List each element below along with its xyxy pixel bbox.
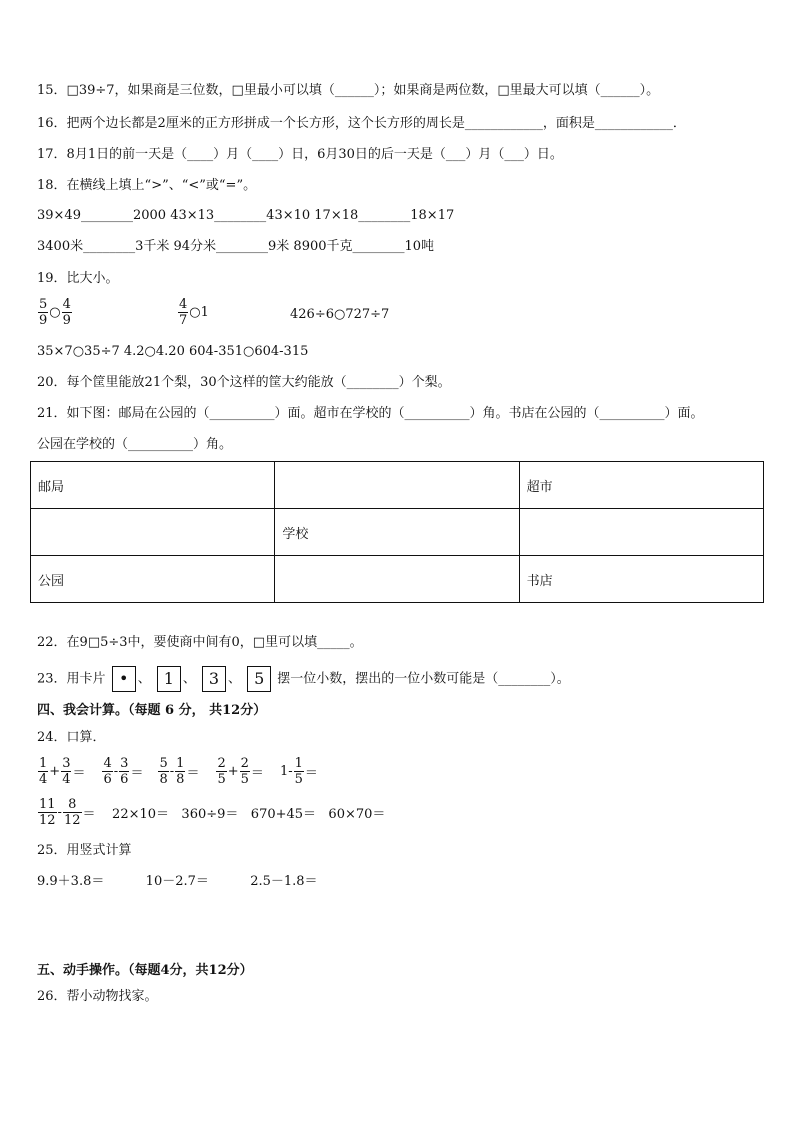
question-24: 24．口算． <box>37 730 106 745</box>
card-1: 1 <box>157 666 181 692</box>
section-5-heading: 五、动手操作。（每题4分，共12分） <box>37 963 253 978</box>
map-cell: 公园 <box>31 556 275 603</box>
map-cell: 书店 <box>519 556 763 603</box>
map-cell <box>275 556 519 603</box>
fraction: $\frac{1}{4}$ <box>39 756 48 787</box>
fraction: $\frac{2}{5}$ <box>240 756 249 787</box>
question-23 <box>37 666 570 693</box>
fraction: $\frac{3}{6}$ <box>120 756 129 787</box>
separator: 、 <box>137 671 151 687</box>
q24-row2: $\frac{11}{12}$ - $\frac{8}{12}$ ＝ 22×10＝ 360÷9＝ 670+45＝ 60×70＝ <box>39 797 386 828</box>
map-cell <box>519 509 763 556</box>
question-15: 15．□39÷7，如果商是三位数，□里最小可以填（______）；如果商是两位数，□里最大可以填（______）。 <box>37 83 660 98</box>
card-5: 5 <box>247 666 271 692</box>
map-cell <box>31 509 275 556</box>
compare-circle: ○ <box>49 305 61 320</box>
q24-row1: $\frac{1}{4}$ + $\frac{3}{4}$ ＝ $\frac{4}{6}$ - $\frac{3}{6}$ ＝ $\frac{5}{8}$ - $\frac{1}{8}$ ＝ $\frac{2}{5}$ + $\frac{2}{5}$ ＝ 1- $\frac{1}{5}$ ＝ <box>39 756 318 787</box>
question-19-row2: 35×7○35÷7 4.2○4.20 604-351○604-315 <box>37 344 309 359</box>
fraction: $\frac{3}{4}$ <box>62 756 71 787</box>
q23-suffix: 摆一位小数，摆出的一位小数可能是（________）。 <box>277 671 570 687</box>
question-25-row: 9.9＋3.8＝ 10－2.7＝ 2.5－1.8＝ <box>37 874 318 889</box>
question-19: 19．比大小。 <box>37 271 119 286</box>
question-26: 26．帮小动物找家。 <box>37 989 158 1004</box>
fraction: $\frac{8}{12}$ <box>63 797 81 828</box>
question-16: 16．把两个边长都是2厘米的正方形拼成一个长方形，这个长方形的周长是____________，面积是____________． <box>37 116 686 131</box>
question-25: 25．用竖式计算 <box>37 843 132 858</box>
question-17: 17．8月1日的前一天是（____）月（____）日，6月30日的后一天是（___）月（___）日。 <box>37 147 563 162</box>
question-21-cont: 公园在学校的（__________）角。 <box>37 437 233 452</box>
question-20: 20．每个筐里能放21个梨，30个这样的筐大约能放（________）个梨。 <box>37 375 451 390</box>
question-18: 18．在横线上填上“>”、“<”或“=”。 <box>37 178 257 193</box>
fraction: $\frac{2}{5}$ <box>217 756 226 787</box>
q23-prefix: 23．用卡片 <box>37 671 106 687</box>
fraction: $\frac{4}{9}$ <box>62 297 71 328</box>
separator: 、 <box>182 671 196 687</box>
compare-circle: ○1 <box>189 305 209 320</box>
question-18-row2: 3400米________3千米 94分米________9米 8900千克________10吨 <box>37 239 435 254</box>
fraction: $\frac{4}{7}$ <box>179 297 188 328</box>
question-22: 22．在9□5÷3中，要使商中间有0，□里可以填_____。 <box>37 635 363 650</box>
map-cell: 超市 <box>519 462 763 509</box>
q19-compare-3: 426÷6○727÷7 <box>290 307 390 322</box>
fraction: $\frac{5}{9}$ <box>39 297 48 328</box>
q19-compare-2 <box>177 297 209 328</box>
map-cell: 邮局 <box>31 462 275 509</box>
fraction: $\frac{4}{6}$ <box>103 756 112 787</box>
card-3: 3 <box>202 666 226 692</box>
card-dot: • <box>112 666 136 692</box>
question-18-row1: 39×49________2000 43×13________43×10 17×18________18×17 <box>37 208 455 223</box>
separator: 、 <box>228 671 242 687</box>
map-cell: 学校 <box>275 509 519 556</box>
question-21: 21．如下图：邮局在公园的（__________）面。超市在学校的（__________）角。书店在公园的（__________）面。 <box>37 406 704 421</box>
location-map-grid <box>30 461 764 603</box>
q19-compare-1 <box>37 297 73 328</box>
fraction: $\frac{11}{12}$ <box>39 797 56 828</box>
fraction: $\frac{1}{5}$ <box>294 756 303 787</box>
map-cell <box>275 462 519 509</box>
fraction: $\frac{1}{8}$ <box>176 756 185 787</box>
section-4-heading: 四、我会计算。（每题 6 分， 共12分） <box>37 703 267 718</box>
fraction: $\frac{5}{8}$ <box>159 756 168 787</box>
